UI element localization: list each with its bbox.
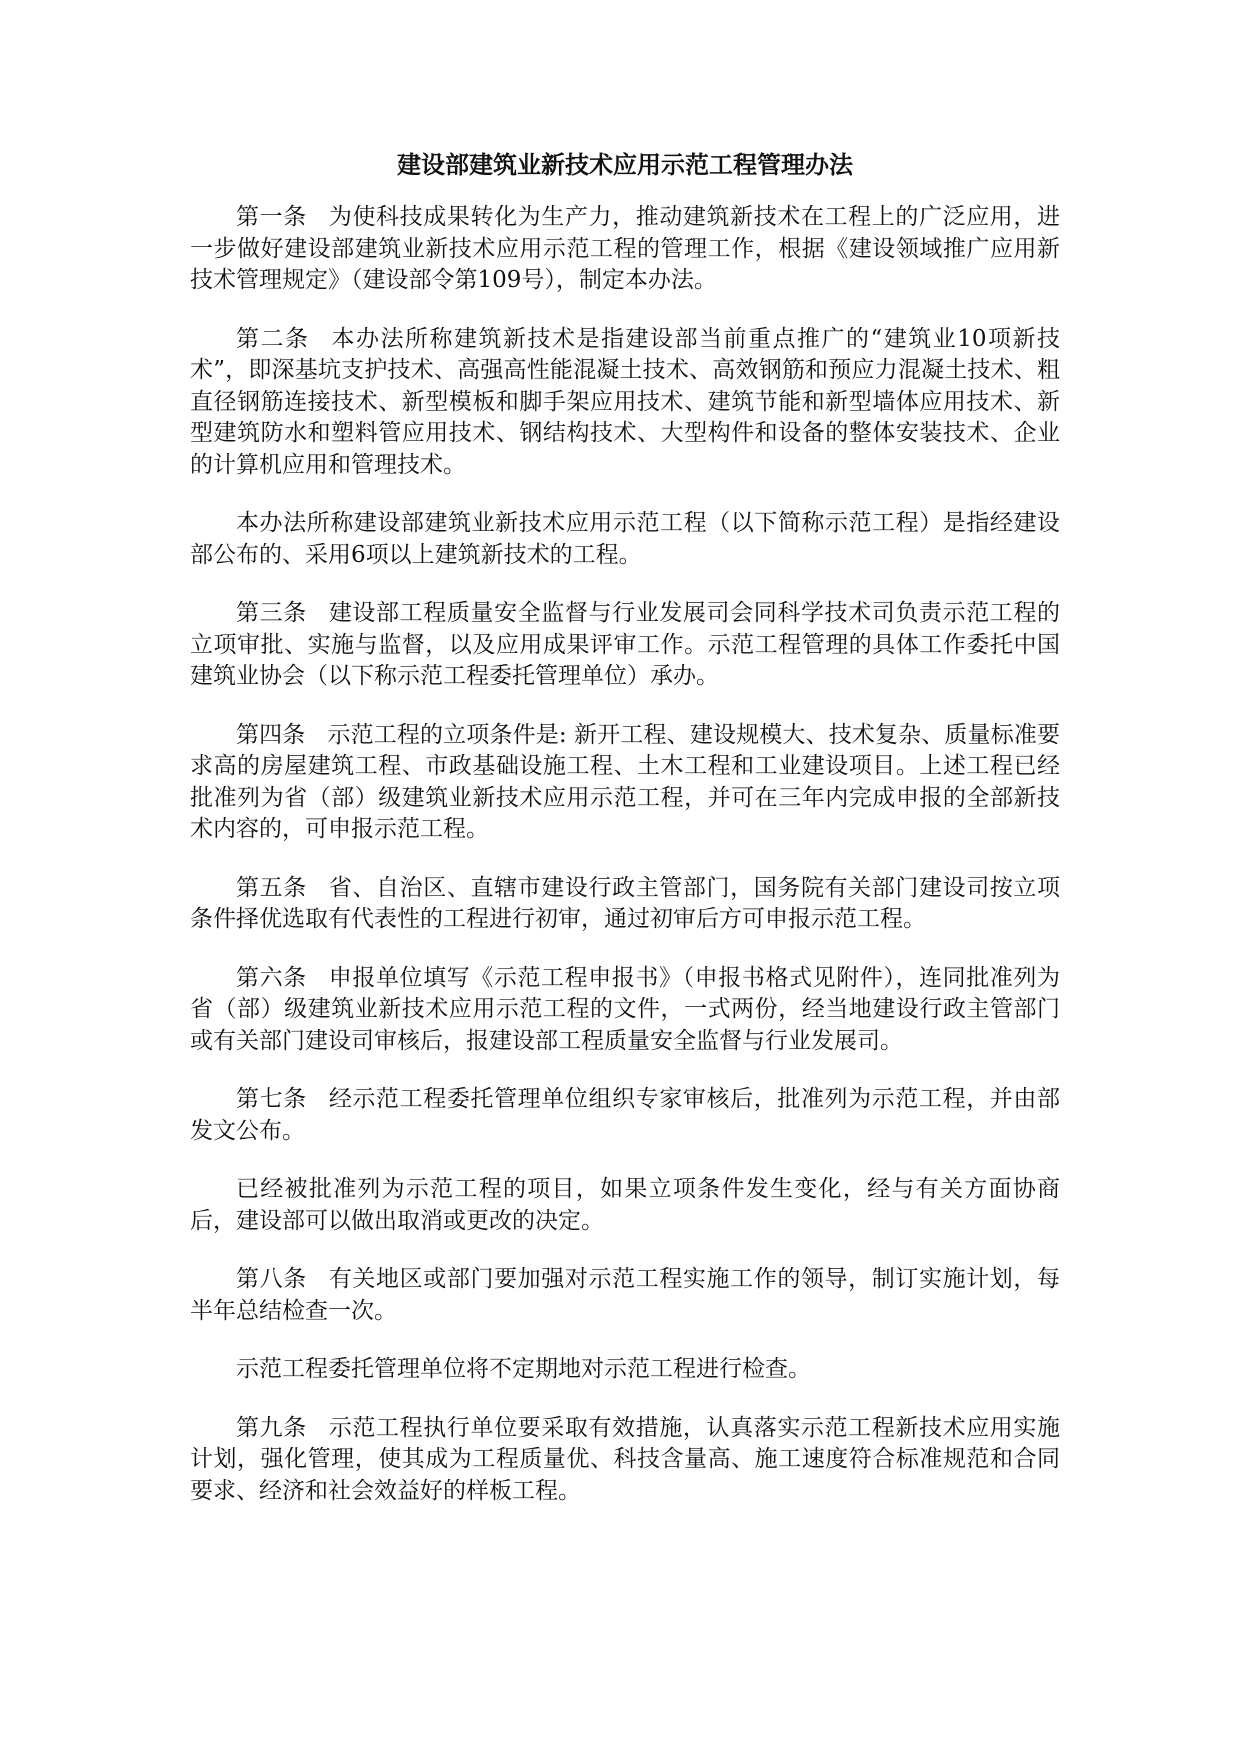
paragraph-text: 本办法所称建设部建筑业新技术应用示范工程（以下简称示范工程）是指经建设部公布的、采用6项以上建筑新技术的工程。: [190, 510, 1060, 568]
document-title: 建设部建筑业新技术应用示范工程管理办法: [397, 150, 853, 179]
article-number: 第八条: [236, 1266, 307, 1292]
paragraph-article-7: [190, 1084, 1060, 1147]
paragraph-text: 为使科技成果转化为生产力，推动建筑新技术在工程上的广泛应用，进一步做好建设部建筑业新技术应用示范工程的管理工作，根据《建设领域推广应用新技术管理规定》（建设部令第109号），制定本办法。: [190, 204, 1061, 293]
document-body: [190, 148, 1060, 1534]
paragraph-text: 经示范工程委托管理单位组织专家审核后，批准列为示范工程，并由部发文公布。: [190, 1086, 1061, 1144]
paragraph-text: 示范工程的立项条件是: 新开工程、建设规模大、技术复杂、质量标准要求高的房屋建筑工程、市政基础设施工程、土木工程和工业建设项目。上述工程已经批准列为省（部）级建筑业新技术应用示范工程，并可在三年内完成申报的全部新技术内容的，可申报示范工程。: [190, 721, 1060, 842]
paragraph-text: 省、自治区、直辖市建设行政主管部门，国务院有关部门建设司按立项条件择优选取有代表性的工程进行初审，通过初审后方可申报示范工程。: [190, 874, 1061, 932]
paragraph-article-5: [190, 873, 1060, 936]
paragraph-text: 有关地区或部门要加强对示范工程实施工作的领导，制订实施计划，每半年总结检查一次。: [190, 1266, 1061, 1324]
paragraph-article-8-supplement: [190, 1354, 1060, 1386]
article-number: 第二条: [236, 325, 310, 352]
paragraph-article-2-supplement: [190, 508, 1060, 571]
paragraph-article-9: [190, 1413, 1060, 1508]
article-number: 第五条: [236, 874, 307, 901]
paragraph-text: 申报单位填写《示范工程申报书》（申报书格式见附件），连同批准列为省（部）级建筑业新技术应用示范工程的文件，一式两份，经当地建设行政主管部门或有关部门建设司审核后，报建设部工程质量安全监督与行业发展司。: [190, 964, 1061, 1054]
article-number: 第九条: [236, 1414, 307, 1441]
article-number: 第六条: [236, 964, 307, 991]
paragraph-text: 本办法所称建筑新技术是指建设部当前重点推广的“建筑业10项新技术”，即深基坑支护技术、高强高性能混凝土技术、高效钢筋和预应力混凝土技术、粗直径钢筋连接技术、新型模板和脚手架应用技术、建筑节能和新型墙体应用技术、新型建筑防水和塑料管应用技术、钢结构技术、大型构件和设备的整体安装技术、企业的计算机应用和管理技术。: [190, 325, 1060, 478]
paragraph-text: 已经被批准列为示范工程的项目，如果立项条件发生变化，经与有关方面协商后，建设部可以做出取消或更改的决定。: [190, 1176, 1060, 1234]
article-number: 第一条: [236, 204, 307, 230]
paragraph-article-2: [190, 324, 1060, 482]
article-number: 第三条: [236, 600, 307, 626]
paragraph-article-6: [190, 963, 1060, 1058]
article-number: 第四条: [236, 721, 306, 748]
paragraph-text: 建设部工程质量安全监督与行业发展司会同科学技术司负责示范工程的立项审批、实施与监督，以及应用成果评审工作。示范工程管理的具体工作委托中国建筑业协会（以下称示范工程委托管理单位）承办。: [190, 600, 1061, 689]
paragraph-text: 示范工程执行单位要采取有效措施，认真落实示范工程新技术应用实施计划，强化管理，使其成为工程质量优、科技含量高、施工速度符合标准规范和合同要求、经济和社会效益好的样板工程。: [190, 1414, 1061, 1504]
paragraph-article-3: [190, 598, 1060, 693]
paragraph-article-7-supplement: [190, 1174, 1060, 1237]
paragraph-text: 示范工程委托管理单位将不定期地对示范工程进行检查。: [236, 1356, 811, 1382]
paragraph-article-1: [190, 202, 1060, 297]
article-number: 第七条: [236, 1086, 307, 1112]
paragraph-article-8: [190, 1264, 1060, 1327]
paragraph-article-4: [190, 720, 1060, 846]
